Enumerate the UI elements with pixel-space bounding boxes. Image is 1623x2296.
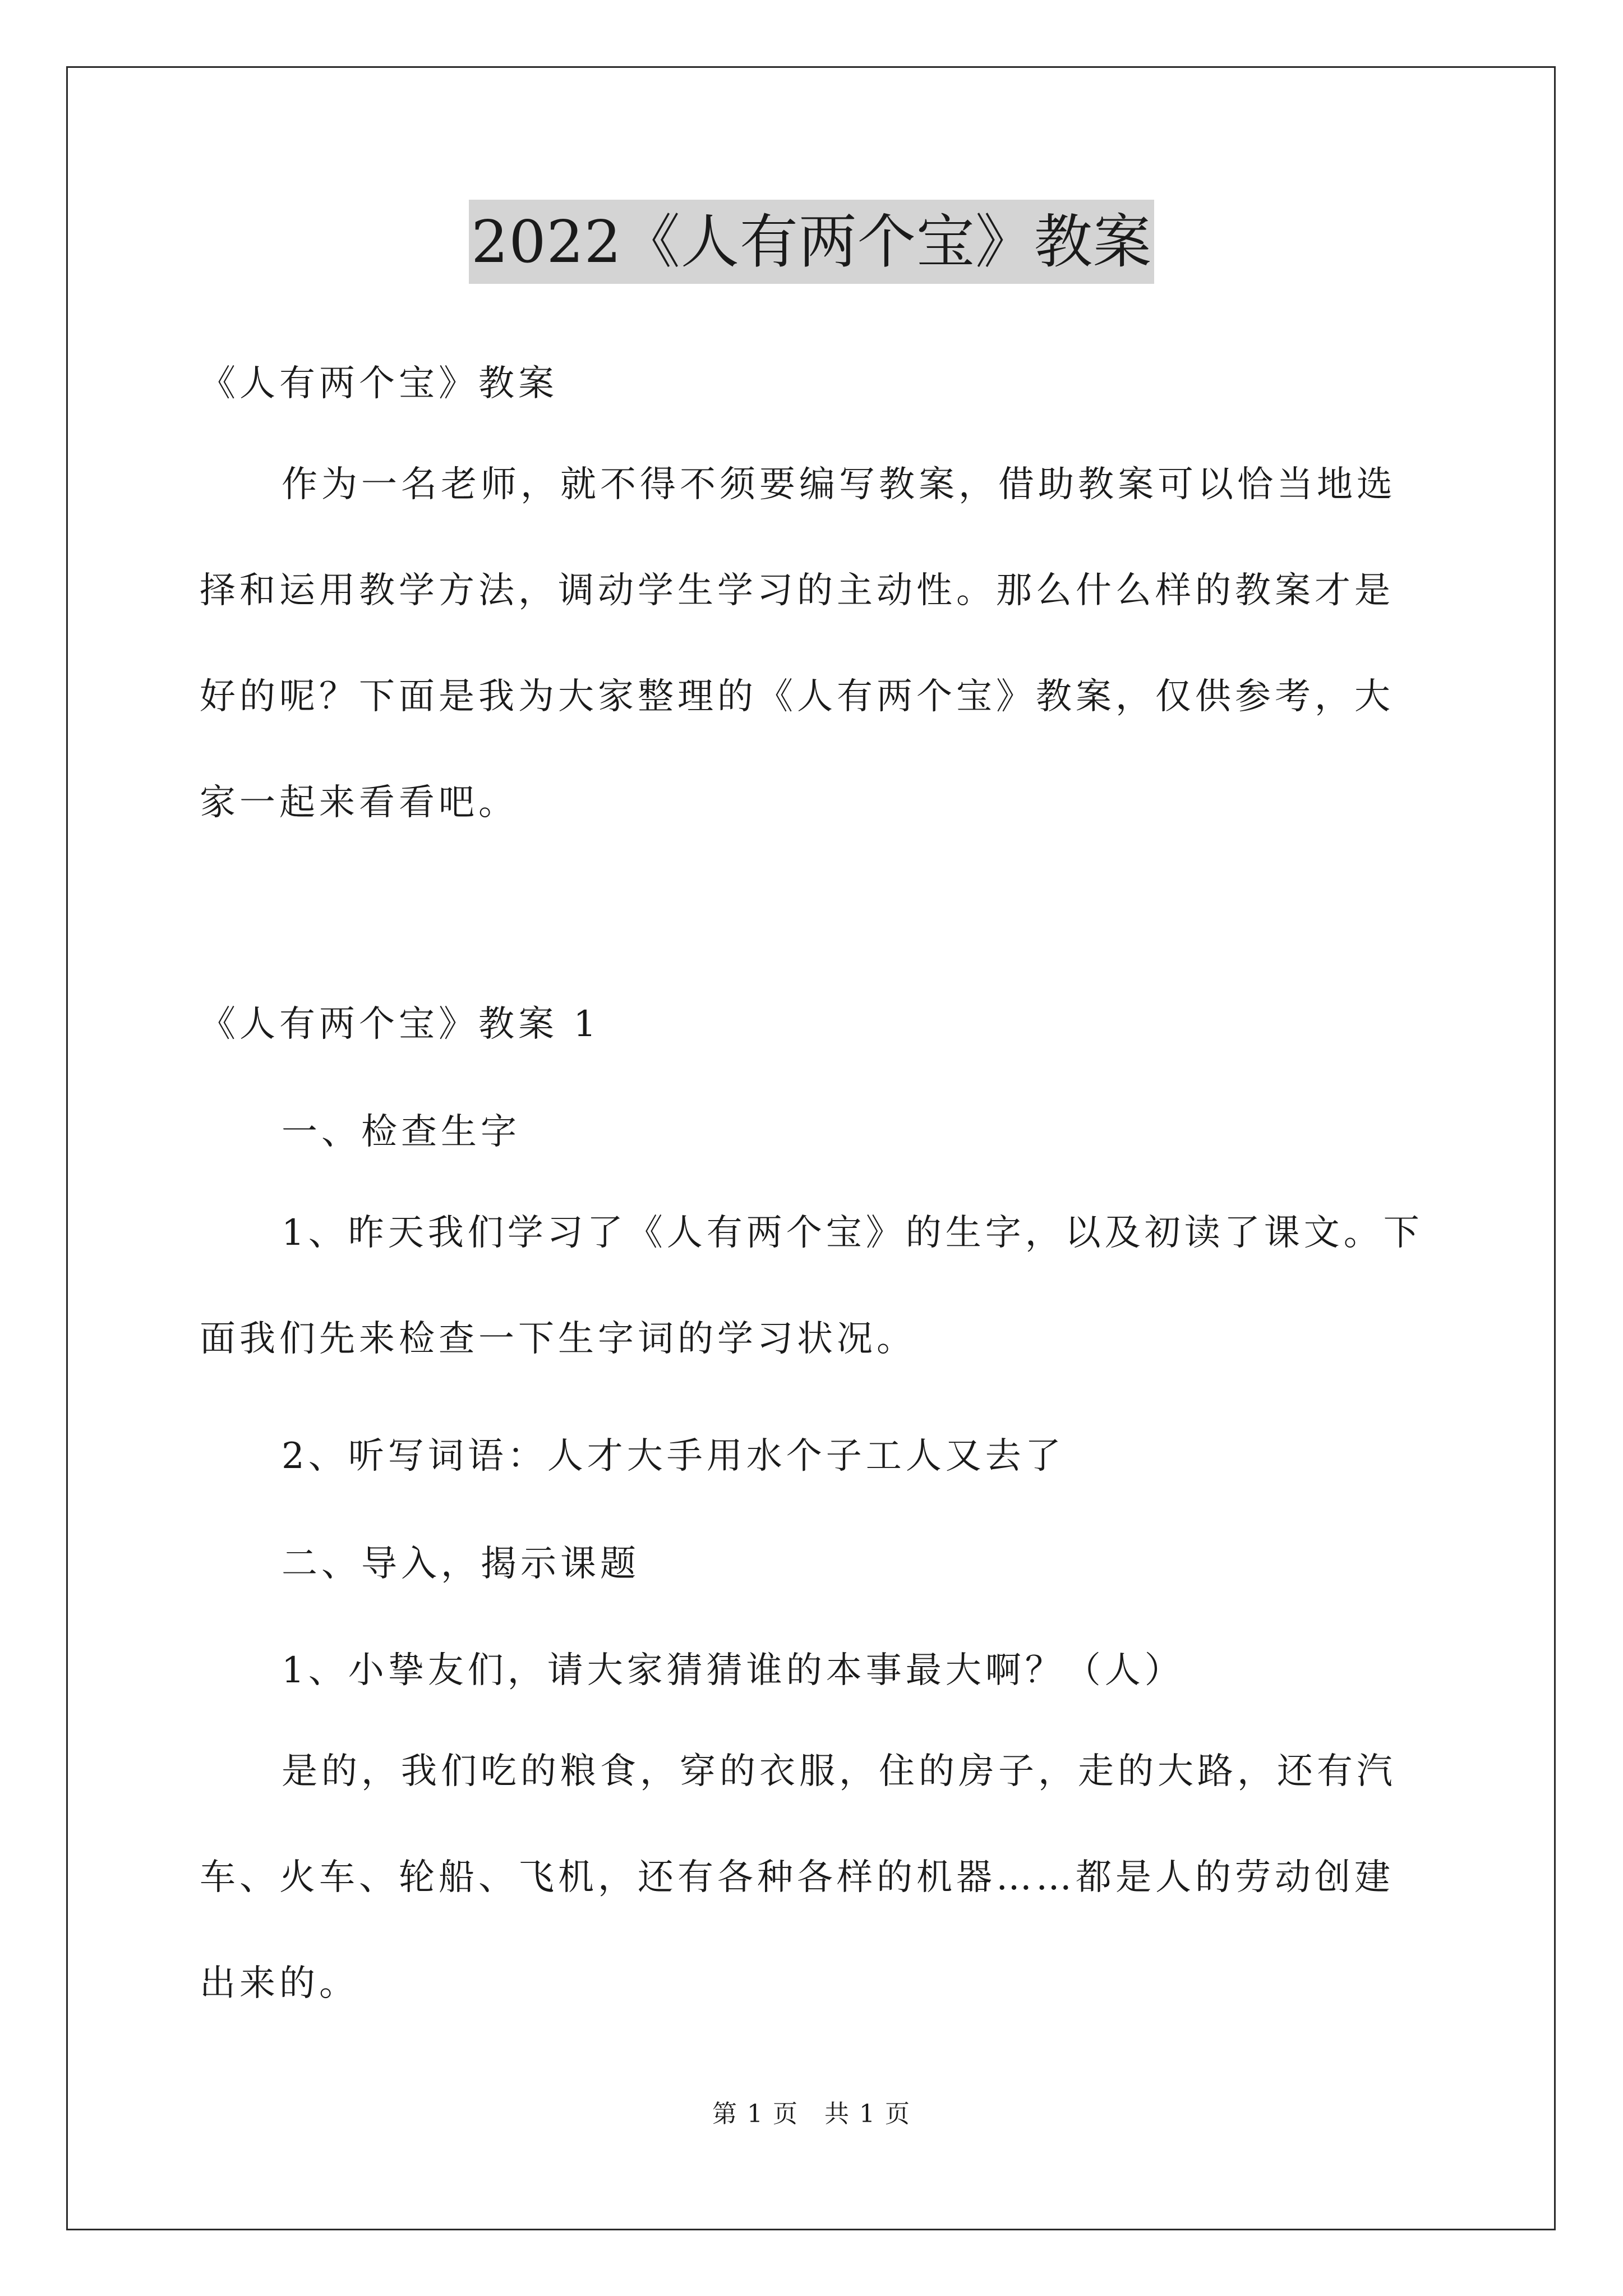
paragraph-answer: 是的，我们吃的粮食，穿的衣服，住的房子，走的大路，还有汽车、火车、轮船、飞机，还有各种各样的机器……都是人的劳动创建出来的。 [200, 1751, 1396, 2004]
document-title: 2022《人有两个宝》教案 [469, 200, 1154, 284]
paragraph-question: 1、小挚友们，请大家猜猜谁的本事最大啊？（人） [282, 1650, 1184, 1691]
subtitle: 《人有两个宝》教案 [200, 363, 558, 404]
paragraph-dictation: 2、听写词语：人才大手用水个子工人又去了 [282, 1435, 1065, 1477]
title-container [0, 200, 1623, 284]
intro-paragraph: 作为一名老师，就不得不须要编写教案，借助教案可以恰当地选择和运用教学方法，调动学生学习的主动性。那么什么样的教案才是好的呢？下面是我为大家整理的《人有两个宝》教案，仅供参考，大家一起来看看吧。 [200, 464, 1396, 823]
heading-introduction: 二、导入，揭示课题 [282, 1543, 640, 1585]
paragraph-review: 1、昨天我们学习了《人有两个宝》的生字，以及初读了课文。下面我们先来检查一下生字词的学习状况。 [200, 1212, 1423, 1360]
heading-check-characters: 一、检查生字 [282, 1111, 520, 1153]
section-title: 《人有两个宝》教案 1 [200, 1004, 601, 1045]
page-number: 第 1 页 共 1 页 [712, 2100, 911, 2128]
